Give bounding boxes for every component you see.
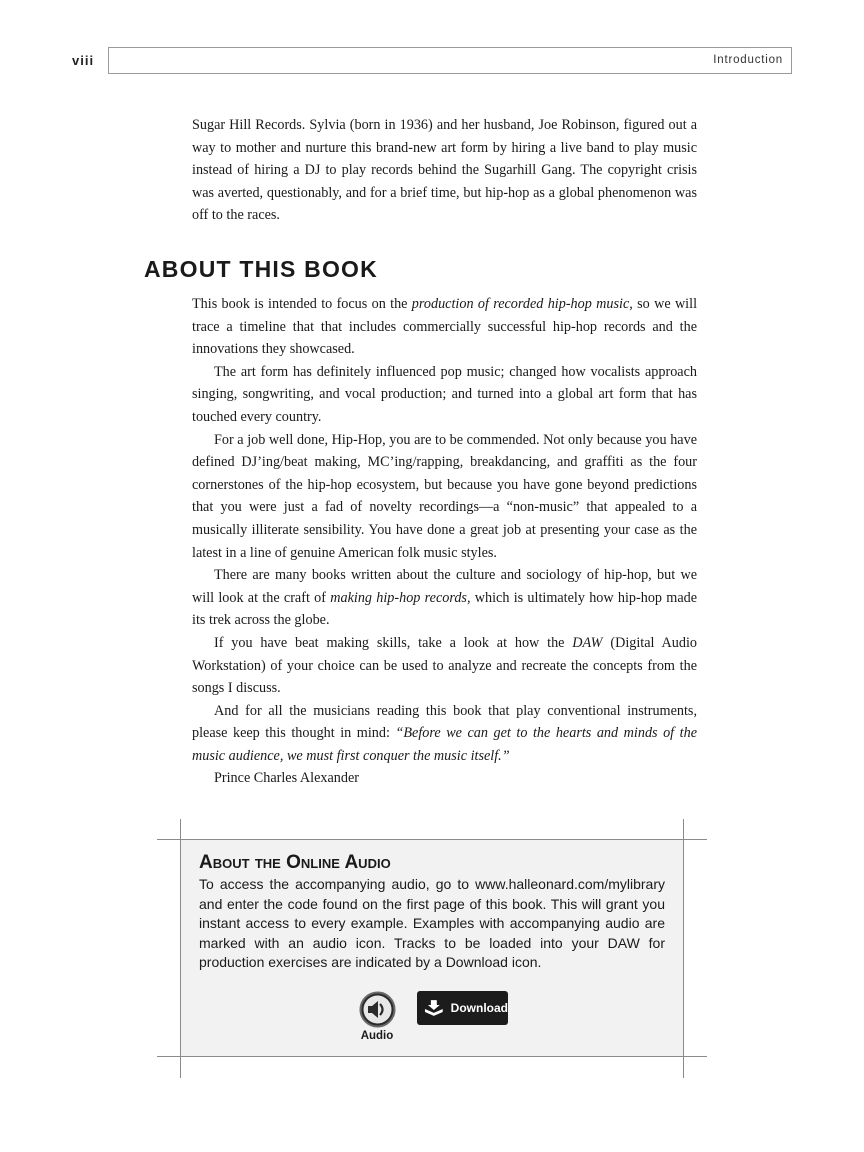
sidebar-title: About the Online Audio [199, 852, 391, 873]
crop-mark [157, 839, 707, 840]
crop-mark [157, 1056, 707, 1057]
paragraph-1: This book is intended to focus on the production of recorded hip-hop music, so we will trace a timeline that that includes commercially successful hip-hop records and the innovations they showcased. [192, 296, 698, 358]
download-badge [417, 991, 508, 1025]
running-header [108, 47, 792, 74]
section-heading: ABOUT THIS BOOK [144, 256, 378, 282]
download-label: Download [450, 1001, 508, 1015]
page-number: viii [72, 53, 95, 68]
signature: Prince Charles Alexander [214, 770, 359, 787]
sidebar-body: To access the accompanying audio, go to www.halleonard.com/mylibrary and enter the code found on the first page of this book. This will grant you instant access to every example. Examples with accompanying audio are marked with an audio icon. Tracks to be loaded into your DAW for production exercises are indicated by a Download icon. [199, 876, 665, 971]
intro-paragraph: Sugar Hill Records. Sylvia (born in 1936) and her husband, Joe Robinson, figured out a way to mother and nurture this brand-new art form by hiring a live band to play music instead of hiring a DJ to play records behind the Sugarhill Gang. The copyright crisis was averted, questionably, and for a brief time, but hip-hop as a global phenomenon was off to the races. [192, 117, 697, 224]
speaker-icon [359, 991, 396, 1028]
paragraph-6: And for all the musicians reading this book that play conventional instruments, please keep this thought in mind: “Before we can get to the hearts and minds of the music audience, we must first conquer the music itself.” [192, 702, 697, 764]
running-title: Introduction [713, 54, 783, 66]
crop-mark [683, 819, 684, 1078]
download-icon [423, 998, 445, 1018]
crop-mark [180, 819, 181, 1078]
section-body [192, 293, 697, 790]
paragraph-5: If you have beat making skills, take a look at how the DAW (Digital Audio Workstation) of your choice can be used to analyze and recreate the concepts from the songs I discuss. [192, 634, 697, 697]
paragraph-2: The art form has definitely influenced pop music; changed how vocalists approach singing, songwriting, and vocal production; and turned into a global art form that has touched every country. [192, 363, 697, 425]
paragraph-4: There are many books written about the culture and sociology of hip-hop, but we will look at the craft of making hip-hop records, which is ultimately how hip-hop made its trek across the globe. [192, 567, 698, 629]
audio-label: Audio [360, 1030, 394, 1042]
intro-text [192, 114, 697, 227]
paragraph-3: For a job well done, Hip-Hop, you are to be commended. Not only because you have defined DJ’ing/beat making, MC’ing/rapping, breakdancing, and graffiti as the four cornerstones of the hip-hop ecosystem, but because you have gone beyond predictions that you were just a fad of novelty recordings—a “non-music” that appealed to a musically illiterate sensibility. You have done a great job at presenting your case as the latest in a line of genuine American folk music styles. [192, 431, 697, 561]
